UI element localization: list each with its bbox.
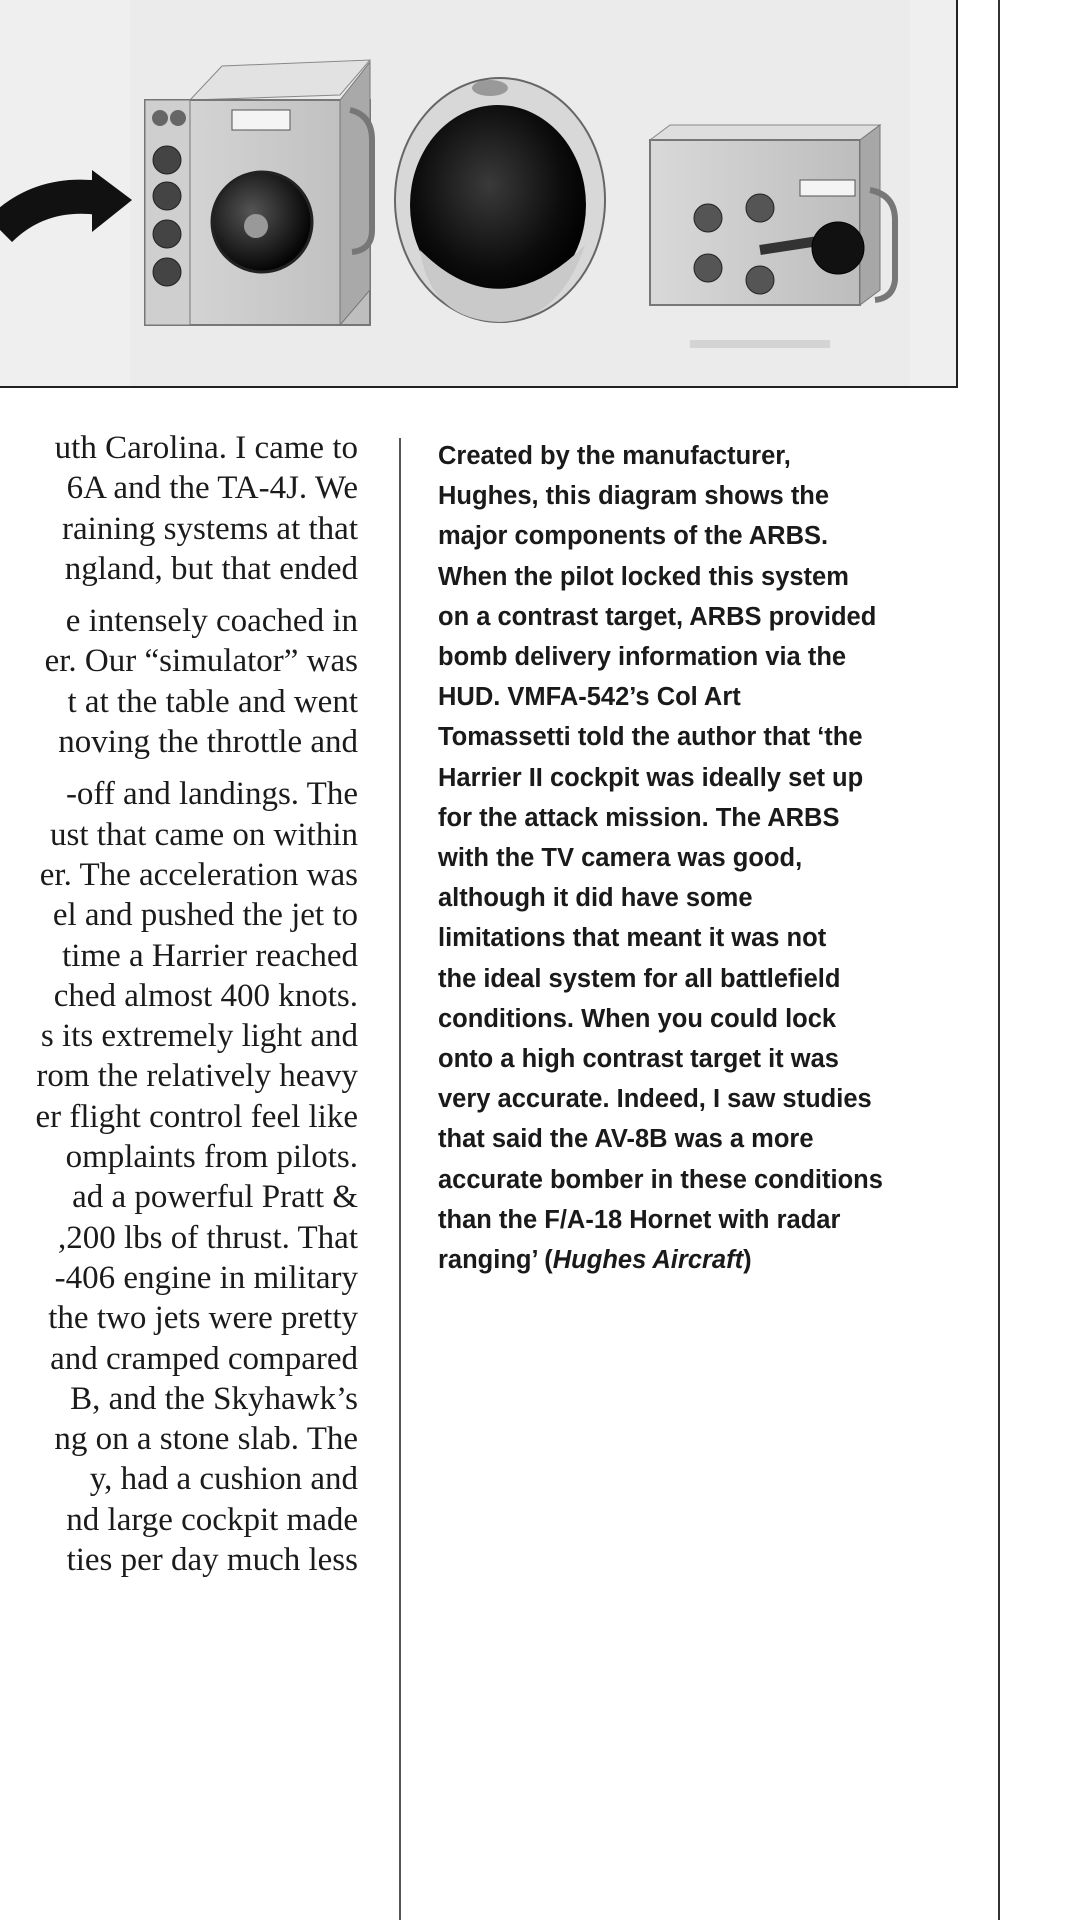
body-line: ad a powerful Pratt & [72,1179,358,1216]
caption-line: with the TV camera was good, [438,844,803,873]
body-line: ust that came on within [50,816,358,853]
caption-line: When the pilot locked this system [438,562,849,591]
body-line: er. Our “simulator” was [44,643,358,680]
body-line: el and pushed the jet to [52,897,358,934]
body-line: er flight control feel like [35,1098,358,1135]
body-line: ngland, but that ended [64,550,358,587]
body-line: e intensely coached in [65,603,358,640]
caption-line: HUD. VMFA-542’s Col Art [438,683,741,712]
photo-caption [438,436,978,1280]
page-edge-rule [998,0,1000,1920]
caption-line: Hughes, this diagram shows the [438,482,830,511]
caption-last-line [438,1240,978,1280]
body-line: B, and the Skyhawk’s [70,1380,358,1417]
caption-line: onto a high contrast target it was [438,1045,839,1074]
caption-last-prefix: ranging’ ( [438,1246,553,1275]
caption-line: bomb delivery information via the [438,643,847,672]
column-divider [399,438,401,1920]
caption-line: very accurate. Indeed, I saw studies [438,1085,872,1114]
paragraph-gap [0,589,358,601]
body-line: 6A and the TA-4J. We [66,470,358,507]
body-line: noving the throttle and [58,724,358,761]
caption-line: that said the AV-8B was a more [438,1125,814,1154]
body-line: y, had a cushion and [89,1461,358,1498]
caption-line: accurate bomber in these conditions [438,1165,883,1194]
body-line: omplaints from pilots. [65,1139,358,1176]
caption-line: Tomassetti told the author that ‘the [438,723,863,752]
body-line: t at the table and went [67,683,358,720]
body-line: -off and landings. The [65,776,358,813]
body-line: -406 engine in military [54,1259,358,1296]
photo-credit: Hughes Aircraft [552,1246,744,1275]
caption-last-suffix: ) [743,1246,752,1275]
body-line: ched almost 400 knots. [53,977,358,1014]
caption-line: major components of the ARBS. [438,522,829,551]
caption-line: Harrier II cockpit was ideally set up [438,763,864,792]
body-line: uth Carolina. I came to [54,430,358,466]
camera-dome-unit [395,78,605,322]
caption-line: than the F/A-18 Hornet with radar [438,1205,841,1234]
body-line: nd large cockpit made [66,1501,358,1538]
body-line: ties per day much less [66,1542,358,1579]
caption-line: conditions. When you could lock [438,1004,837,1033]
caption-line: limitations that meant it was not [438,924,827,953]
caption-line: the ideal system for all battlefield [438,964,841,993]
caption-line: Created by the manufacturer, [438,442,791,470]
body-line: s its extremely light and [40,1018,358,1055]
arbs-components-photo [0,0,958,388]
caption-line: for the attack mission. The ARBS [438,803,840,832]
body-line: er. The acceleration was [39,856,358,893]
left-electronics-unit [145,60,372,325]
caption-line: although it did have some [438,884,753,913]
body-line: and cramped compared [50,1340,358,1377]
body-line: the two jets were pretty [48,1300,358,1337]
paragraph-gap [0,762,358,774]
body-line: time a Harrier reached [62,937,358,974]
arbs-components-illustration [0,0,958,388]
body-line: ,200 lbs of thrust. That [57,1219,358,1256]
body-text-column [0,428,358,1580]
body-line: ng on a stone slab. The [54,1421,358,1458]
caption-line: on a contrast target, ARBS provided [438,602,877,631]
body-line: raining systems at that [61,510,358,547]
body-line: rom the relatively heavy [36,1058,358,1095]
